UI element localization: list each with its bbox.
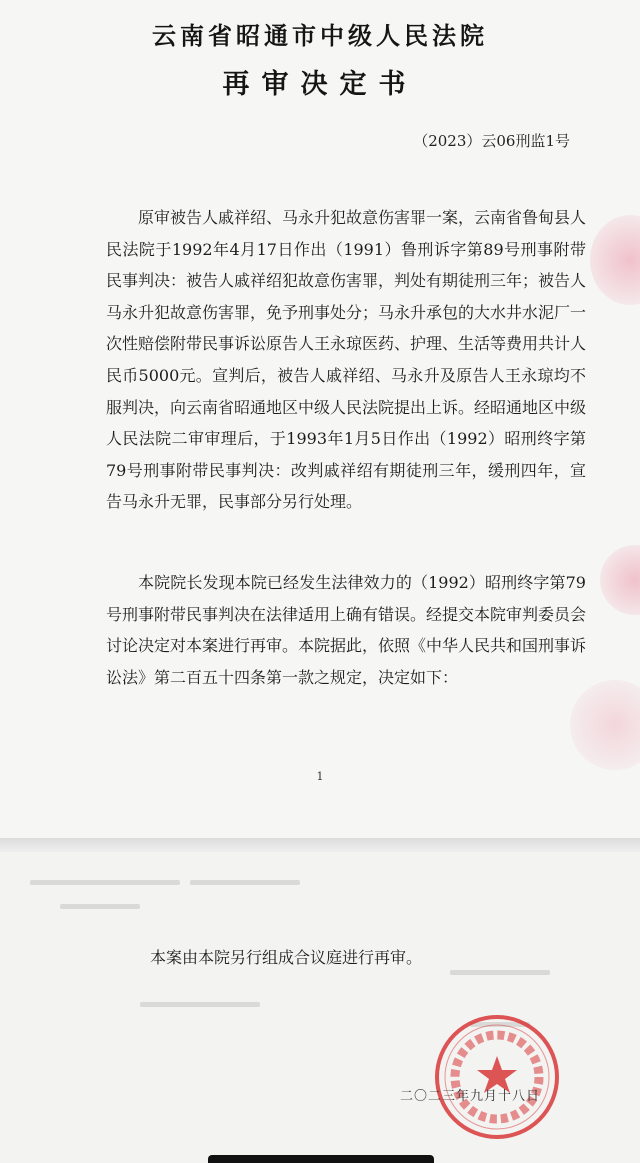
bleed-through-text [190,880,300,885]
pink-watermark [590,215,640,305]
court-name: 云南省昭通市中级人民法院 [152,22,488,50]
document-title: 再审决定书 [222,69,418,100]
decision-text: 本案由本院另行组成合议庭进行再审。 [150,948,423,967]
bleed-through-text [30,880,180,885]
home-indicator-bar [208,1155,434,1163]
bleed-through-text [450,970,550,975]
body-paragraph-2: 本院院长发现本院已经发生法律效力的（1992）昭刑终字第79号刑事附带民事判决在法律适用上确有错误。经提交本院审判委员会讨论决定对本案进行再审。本院据此，依照《中华人民共和国刑事诉讼法》第二百五十四条第一款之规定，决定如下： [106,573,587,687]
signature-date: 二〇二三年九月十八日 [400,1089,541,1104]
page-gap [0,838,640,852]
bleed-through-text [60,904,140,909]
pink-watermark [570,680,640,770]
page-number: 1 [316,770,324,783]
case-number: （2023）云06刑监1号 [413,132,570,150]
court-seal [432,1012,562,1142]
bleed-through-text [140,1002,260,1007]
body-paragraph-1: 原审被告人戚祥绍、马永升犯故意伤害罪一案，云南省鲁甸县人民法院于1992年4月17日作出（1991）鲁刑诉字第89号刑事附带民事判决：被告人戚祥绍犯故意伤害罪，判处有期徒刑三年；被告人马永升犯故意伤害罪，免予刑事处分；马永升承包的大水井水泥厂一次性赔偿附带民事诉讼原告人王永琼医药、护理、生活等费用共计人民币5000元。宣判后，被告人戚祥绍、马永升及原告人王永琼均不服判决，向云南省昭通地区中级人民法院提出上诉。经昭通地区中级人民法院二审审理后，于1993年1月5日作出（1992）昭刑终字第79号刑事附带民事判决：改判戚祥绍有期徒刑三年，缓刑四年，宣告马永升无罪，民事部分另行处理。 [106,208,587,512]
pink-watermark [600,545,640,615]
